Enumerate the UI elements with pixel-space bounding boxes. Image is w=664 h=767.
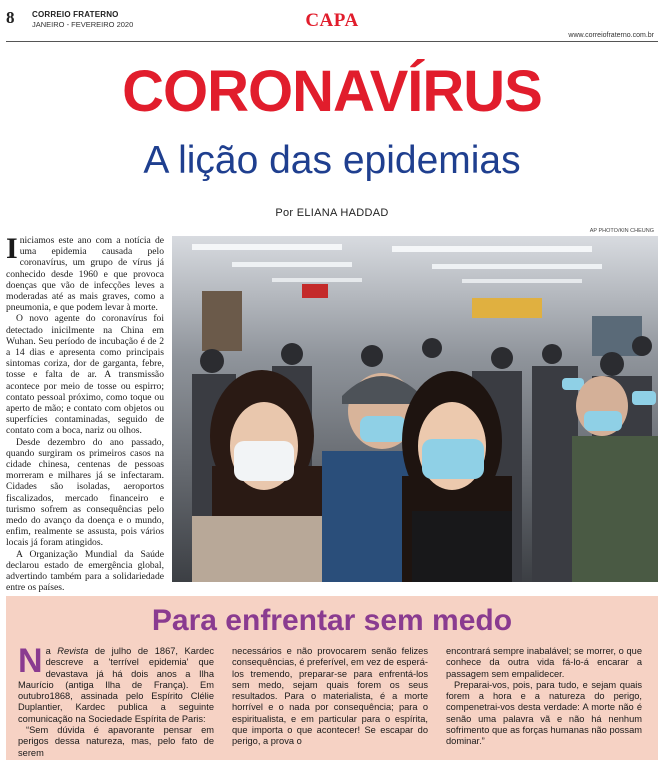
sidebar-paragraph: “Sem dúvida é apavorante pensar em perigos dessa natureza, mas, pelo fato de serem [18,725,214,758]
sidebar-title: Para enfrentar sem medo [151,604,513,637]
article-body-column [6,232,164,594]
sidebar-paragraph: Preparai-vos, pois, para tudo, e sejam quais forem a hora e a natureza do perigo, compenetrai-vos desta verdade: A morte não é senão uma palavra vã e não há nenhum sofrimento que as forças humanas não possam dominar.” [446,679,642,747]
article-paragraph: Iniciamos este ano com a notícia de uma epidemia causada pelo coronavírus, um grupo de vírus já conhecido desde 1960 e que provoca doenças que vão de infecções leves a moderadas até as mais graves, como a pneumonia, e que podem levar à morte. [6,232,164,314]
sidebar-drop-cap: N [18,642,43,680]
header-divider [6,41,658,42]
sidebar-paragraph: encontrará sempre inabalável; se morrer, o que conhece da outra vida fá-lo-á encarar a passagem sem empalidecer. [446,646,642,679]
article-subtitle: A lição das epidemias [143,139,521,182]
article-photo-masked-crowd [172,236,658,582]
article-paragraph: Desde dezembro do ano passado, quando surgiram os primeiros casos na cidade chinesa, centenas de pessoas morreram e milhares já se infectaram. Cidades são isoladas, aeroportos fiscalizados, mercado financeiro e turismo sofrem as consequências pelo medo do avanço da doença e o mundo, enfim, realmente se assusta, pois vários locais já foram atingidos. [6,436,164,549]
publication-name: CORREIO FRATERNO [32,10,119,19]
article-byline: Por ELIANA HADDAD [275,207,389,219]
article-paragraph: A Organização Mundial da Saúde declarou estado de emergência global, advertindo também para a solidariedade entre os países. [6,548,164,594]
issue-date: JANEIRO - FEVEREIRO 2020 [32,20,134,29]
photo-credit: AP PHOTO/KIN CHEUNG [589,228,654,234]
sidebar-paragraph: Na Revista de julho de 1867, Kardec descreve a 'terrível epidemia' que devastava já há dois anos a Ilha Maurício (antiga Ilha de França). Em outubro1868, assinada pelo Espírito Clélie Duplantier, Kardec publica a seguinte comunicação na Sociedade Espírita de Paris: [18,642,214,724]
sidebar-box [6,596,658,760]
sidebar-column-2 [232,646,428,748]
sidebar-paragraph: necessários e não provocarem senão felizes consequências, é preferível, em vez de esperá-los tremendo, preparar-se para enfrentá-los sem medo, sejam quais forem os seus resultados. Para o materialista, é a morte horrível e o nada por consequência; para o espiritualista, e em particular para o espírita, que importa o que acontecer! Se escapar do perigo, a prova o [232,646,428,747]
website-link[interactable]: www.correiofraterno.com.br [568,32,654,39]
crowd-illustration [172,236,658,582]
drop-cap: I [6,232,18,265]
article-paragraph: O novo agente do coronavírus foi detectado inicilmente na China em Wuhan. Seu período de incubação é de 2 a 14 dias e apresenta como principais sintomas coriza, dor de garganta, febre, tosse e falta de ar. A transmissão acontece por meio de tosse ou espirro; contato pessoal próximo, como toque ou aperto de mão; e contato com objetos ou superfícies contaminadas, seguido de contato com a boca, nariz ou olhos. [6,313,164,437]
page-number: 8 [6,8,15,27]
article-title: CORONAVÍRUS [122,59,542,124]
sidebar-column-3 [446,646,642,748]
sidebar-column-1 [18,642,214,759]
section-label: CAPA [305,10,359,31]
